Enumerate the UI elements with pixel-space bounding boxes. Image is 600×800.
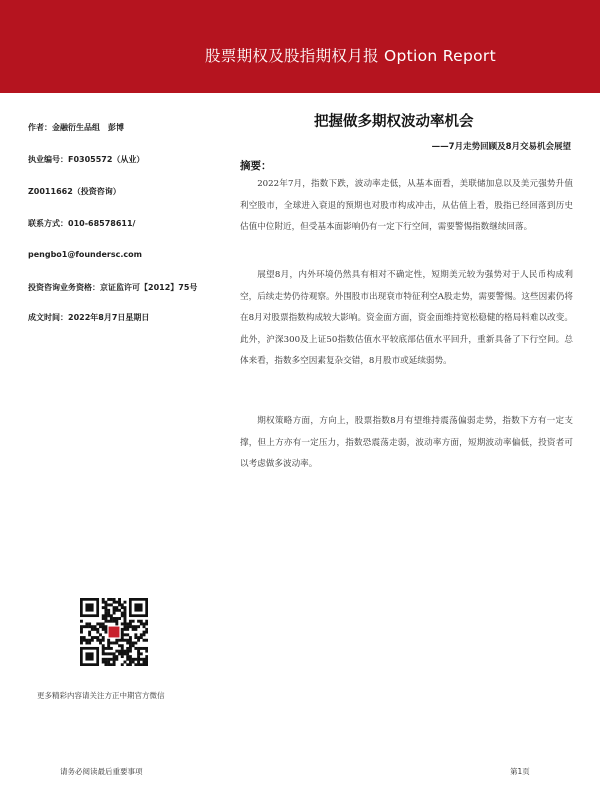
summary-paragraph-2: 展望8月，内外环境仍然具有相对不确定性，短期美元较为强势对于人民币构成利空，后续走势仍待观察。外围股市出现衰市特征利空A股走势，需要警惕。这些因素仍将在8月对股票指数构成较大影响。资金面方面，资金面维持宽松稳健的格局料难以改变。此外，沪深300及上证50指数估值水平较底部估值水平回升，重新具备了下行空间。总体来看，指数多空因素复杂交错，8月股市或延续弱势。 xyxy=(240,270,573,366)
summary-paragraph-1: 2022年7月，指数下跌，波动率走低，从基本面看，美联储加息以及美元强势升值利空股市，全球进入衰退的预期也对股市构成冲击，从估值上看，股指已经回落到历史估值中位附近，但受基本面影响仍有一定下行空间，需要警惕指数继续回落。 xyxy=(240,179,573,232)
author-line: 作者：金融衍生品组 彭博 xyxy=(28,123,124,132)
license-number: 执业编号：F0305572（从业） xyxy=(28,155,145,164)
report-title: 把握做多期权波动率机会 xyxy=(314,114,474,130)
header-band xyxy=(0,0,600,93)
page-number: 第1页 xyxy=(510,767,530,776)
qualification-line: 投资咨询业务资格：京证监许可【2012】75号 xyxy=(28,283,198,292)
contact-email[interactable]: pengbo1@foundersc.com xyxy=(28,250,142,259)
summary-paragraph-3: 期权策略方面，方向上，股票指数8月有望维持震荡偏弱走势，指数下方有一定支撑，但上方亦有一定压力，指数恐震荡走弱，波动率方面，短期波动率偏低，投资者可以考虑做多波动率。 xyxy=(240,416,573,469)
publish-date: 成文时间：2022年8月7日星期日 xyxy=(28,313,150,322)
report-subtitle: ——7月走势回顾及8月交易机会展望 xyxy=(431,142,571,152)
wechat-caption: 更多精彩内容请关注方正中期官方微信 xyxy=(37,691,165,700)
footer-disclaimer: 请务必阅读最后重要事项 xyxy=(60,767,143,776)
contact-phone: 联系方式：010-68578611/ xyxy=(28,219,136,228)
license-number-2: Z0011662（投资咨询） xyxy=(28,187,121,196)
summary-heading: 摘要： xyxy=(240,160,272,172)
qr-code-icon xyxy=(80,598,148,666)
report-series-title: 股票期权及股指期权月报 Option Report xyxy=(205,47,496,65)
